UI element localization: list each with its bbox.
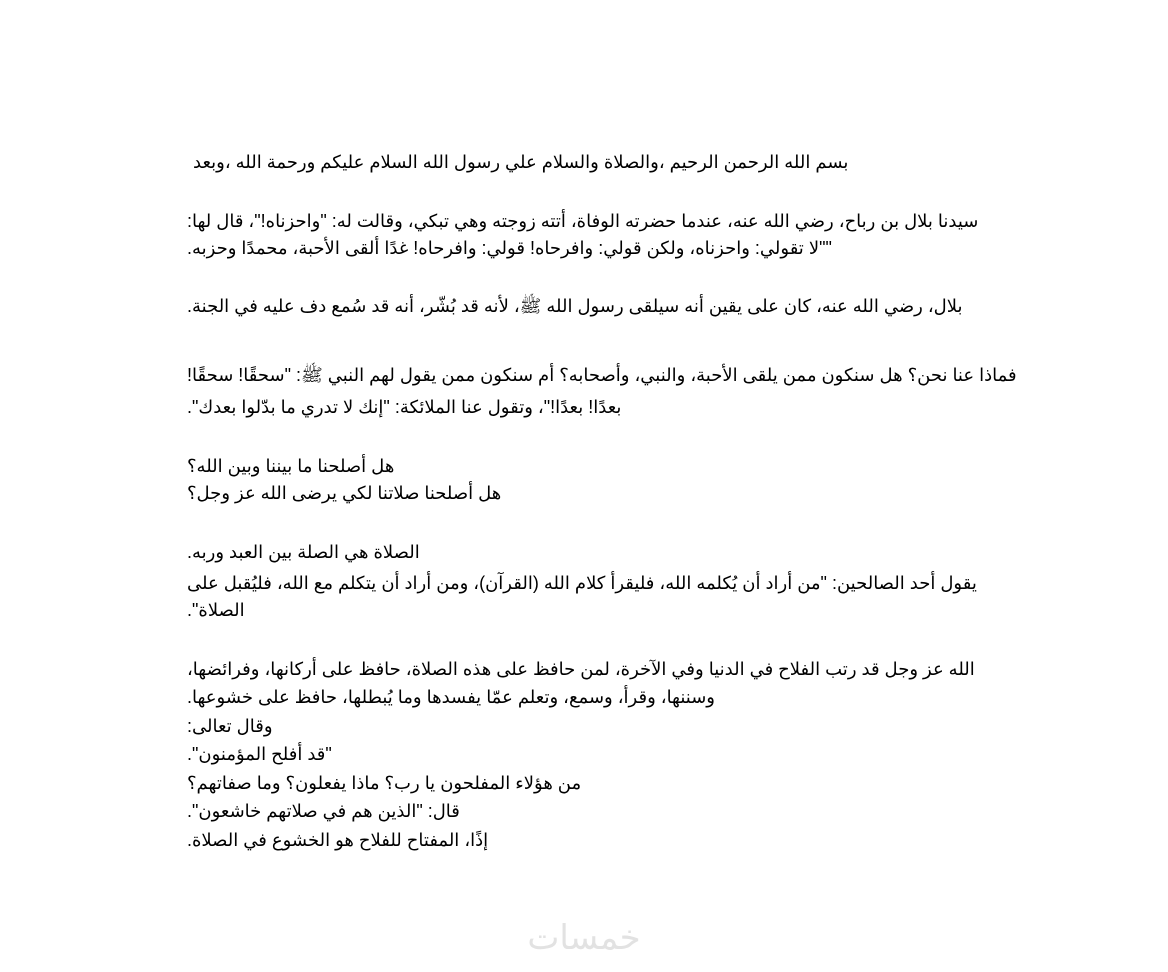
greeting-line: بسم الله الرحمن الرحيم ،والصلاة والسلام علي رسول الله السلام عليكم ورحمة الله ،وبعد xyxy=(193,152,849,172)
conclusion-line: إذًا، المفتاح للفلاح هو الخشوع في الصلاة. xyxy=(187,830,489,850)
quote-line-1: يقول أحد الصالحين: "من أراد أن يُكلمه الله، فليقرأ كلام الله (القرآن)، ومن أراد أن يتكلم مع الله، فليُقبل على xyxy=(187,573,977,593)
khamsat-watermark-logo: خمسات xyxy=(527,918,641,958)
question-line-1: هل أصلحنا ما بيننا وبين الله؟ xyxy=(187,456,395,476)
paragraph-question-line-2: بعدًا! بعدًا!"، وتقول عنا الملائكة: "إنك لا تدري ما بدّلوا بعدك". xyxy=(187,397,622,417)
question-line-3: من هؤلاء المفلحون يا رب؟ ماذا يفعلون؟ وما صفاتهم؟ xyxy=(187,773,582,793)
paragraph-bilal-line-2: ""لا تقولي: واحزناه، ولكن قولي: وافرحاه! قولي: وافرحاه! غدًا ألقى الأحبة، محمدًا وحزبه. xyxy=(187,238,832,258)
quote-line-2: الصلاة". xyxy=(187,600,245,620)
paragraph-question-line-1: فماذا عنا نحن؟ هل سنكون ممن يلقى الأحبة، والنبي، وأصحابه؟ أم سنكون ممن يقول لهم النبي ﷺ: "سحقًا! سحقًا! xyxy=(187,365,1017,385)
question-line-2: هل أصلحنا صلاتنا لكي يرضى الله عز وجل؟ xyxy=(187,483,502,503)
answer-line: قال: "الذين هم في صلاتهم خاشعون". xyxy=(187,801,460,821)
paragraph-success-line-2: وسننها، وقرأ، وسمع، وتعلم عمّا يفسدها وما يُبطلها، حافظ على خشوعها. xyxy=(187,687,715,707)
verse-line: "قد أفلح المؤمنون". xyxy=(187,744,332,764)
paragraph-bilal-line-1: سيدنا بلال بن رباح، رضي الله عنه، عندما حضرته الوفاة، أتته زوجته وهي تبكي، وقالت له: "واحزناه!"، قال لها: xyxy=(187,211,979,231)
verse-intro-line: وقال تعالى: xyxy=(187,716,273,736)
prayer-connection-line: الصلاة هي الصلة بين العبد وربه. xyxy=(187,542,420,562)
paragraph-certainty-line: بلال، رضي الله عنه، كان على يقين أنه سيلقى رسول الله ﷺ، لأنه قد بُشّر، أنه قد سُمع دف عليه في الجنة. xyxy=(187,296,963,316)
paragraph-success-line-1: الله عز وجل قد رتب الفلاح في الدنيا وفي الآخرة، لمن حافظ على هذه الصلاة، حافظ على أركانها، وفرائضها، xyxy=(187,659,975,679)
